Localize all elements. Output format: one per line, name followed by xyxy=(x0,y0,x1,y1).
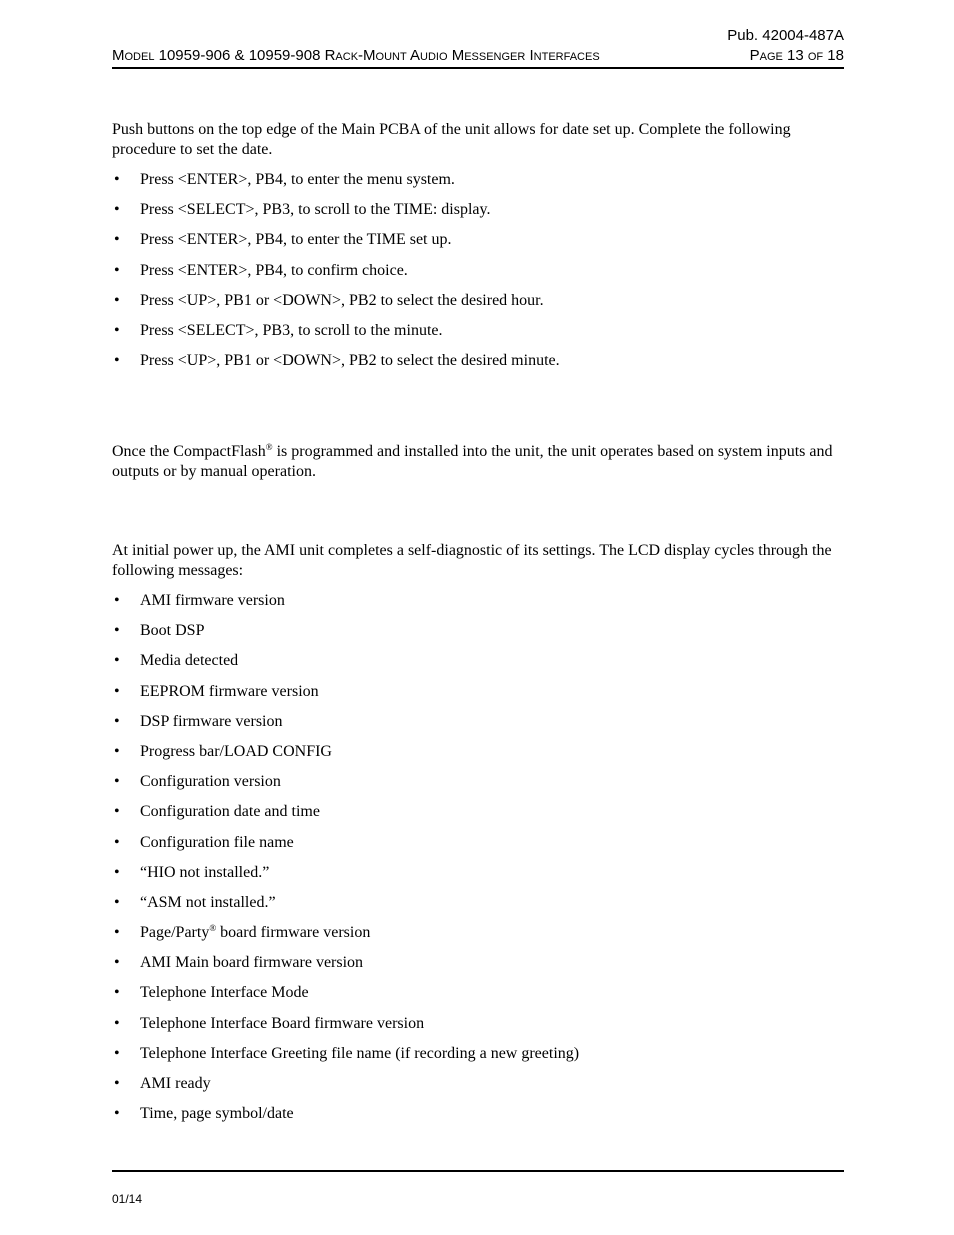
publication-number: Pub. 42004-487A xyxy=(727,27,844,44)
list-item xyxy=(112,772,844,802)
list-item xyxy=(112,170,844,200)
list-item xyxy=(112,621,844,651)
registered-mark: ® xyxy=(265,442,273,452)
list-item-text: Telephone Interface Mode xyxy=(140,984,309,1002)
bullet-icon: • xyxy=(114,352,120,370)
bullet-icon: • xyxy=(114,682,120,700)
date-setup-steps xyxy=(112,170,844,381)
bullet-icon: • xyxy=(114,803,120,821)
list-item-text: AMI ready xyxy=(140,1075,211,1092)
list-item xyxy=(112,983,844,1013)
list-item-text: Press <SELECT>, PB3, to scroll to the minute. xyxy=(140,321,443,339)
footer-rule xyxy=(112,1170,844,1172)
list-item xyxy=(112,833,844,863)
page-number: Page 13 of 18 xyxy=(749,47,844,64)
list-item-text: Press <ENTER>, PB4, to enter the menu system. xyxy=(140,171,455,188)
bullet-icon: • xyxy=(114,863,120,881)
list-item xyxy=(112,321,844,351)
list-item xyxy=(112,261,844,291)
list-item-text: Press <UP>, PB1 or <DOWN>, PB2 to select the desired minute. xyxy=(140,352,560,370)
bullet-icon: • xyxy=(114,321,120,339)
bullet-icon: • xyxy=(114,773,120,791)
list-item-text: Time, page symbol/date xyxy=(140,1105,294,1123)
list-item xyxy=(112,351,844,381)
list-item-text: Configuration date and time xyxy=(140,803,320,821)
list-item xyxy=(112,1074,844,1104)
list-item-text: Press <UP>, PB1 or <DOWN>, PB2 to select the desired hour. xyxy=(140,291,544,309)
bullet-icon: • xyxy=(114,712,120,730)
bullet-icon: • xyxy=(114,652,120,670)
list-item-text: Media detected xyxy=(140,652,239,670)
bullet-icon: • xyxy=(114,893,120,911)
operation-paragraph: Once the CompactFlash® is programmed and installed into the unit, the unit operates based on system inputs and outputs or by manual operation. xyxy=(112,442,833,480)
bullet-icon: • xyxy=(114,924,120,942)
bullet-icon: • xyxy=(114,742,120,760)
bullet-icon: • xyxy=(114,231,120,249)
bullet-icon: • xyxy=(114,1044,120,1062)
list-item xyxy=(112,1014,844,1044)
bullet-icon: • xyxy=(114,171,120,188)
list-item-text: DSP firmware version xyxy=(140,712,283,730)
list-item xyxy=(112,953,844,983)
list-item-text: Boot DSP xyxy=(140,622,205,640)
list-item-text: Telephone Interface Greeting file name (if recording a new greeting) xyxy=(140,1044,580,1062)
list-item-text: Press <ENTER>, PB4, to confirm choice. xyxy=(140,261,408,279)
list-item xyxy=(112,1044,844,1074)
bullet-icon: • xyxy=(114,201,120,219)
list-item xyxy=(112,863,844,893)
list-item-text: Page/Party® board firmware version xyxy=(140,923,371,942)
list-item-text: “ASM not installed.” xyxy=(140,893,276,911)
list-item xyxy=(112,200,844,230)
bullet-icon: • xyxy=(114,1075,120,1092)
bullet-icon: • xyxy=(114,984,120,1002)
list-item-text: AMI firmware version xyxy=(140,592,285,609)
list-item xyxy=(112,893,844,923)
bullet-icon: • xyxy=(114,954,120,972)
list-item xyxy=(112,923,844,953)
list-item xyxy=(112,682,844,712)
footer-date: 01/14 xyxy=(112,1192,143,1206)
date-setup-intro: Push buttons on the top edge of the Main PCBA of the unit allows for date set up. Complete the following procedure to set the date. xyxy=(112,121,791,158)
list-item-text: Telephone Interface Board firmware version xyxy=(140,1014,425,1032)
registered-mark: ® xyxy=(209,923,217,934)
list-item-text: Progress bar/LOAD CONFIG xyxy=(140,742,332,760)
list-item-text: Configuration version xyxy=(140,773,281,791)
list-item xyxy=(112,802,844,832)
powerup-messages xyxy=(112,591,844,1134)
bullet-icon: • xyxy=(114,833,120,851)
list-item xyxy=(112,742,844,772)
list-item-text: AMI Main board firmware version xyxy=(140,954,364,972)
bullet-icon: • xyxy=(114,622,120,640)
list-item xyxy=(112,1104,844,1134)
list-item-text: Press <ENTER>, PB4, to enter the TIME set up. xyxy=(140,231,452,249)
list-item-text: Press <SELECT>, PB3, to scroll to the TIME: display. xyxy=(140,201,491,219)
bullet-icon: • xyxy=(114,291,120,309)
powerup-intro: At initial power up, the AMI unit completes a self-diagnostic of its settings. The LCD display cycles through the following messages: xyxy=(112,542,832,579)
bullet-icon: • xyxy=(114,592,120,609)
list-item-text: Configuration file name xyxy=(140,833,294,851)
bullet-icon: • xyxy=(114,1105,120,1123)
list-item xyxy=(112,651,844,681)
list-item xyxy=(112,591,844,621)
list-item xyxy=(112,230,844,260)
document-title: Model 10959-906 & 10959-908 Rack-Mount Audio Messenger Interfaces xyxy=(112,47,600,64)
bullet-icon: • xyxy=(114,1014,120,1032)
bullet-icon: • xyxy=(114,261,120,279)
page-header xyxy=(112,47,844,69)
list-item xyxy=(112,712,844,742)
list-item-text: EEPROM firmware version xyxy=(140,682,319,700)
list-item xyxy=(112,291,844,321)
list-item-text: “HIO not installed.” xyxy=(140,863,270,881)
